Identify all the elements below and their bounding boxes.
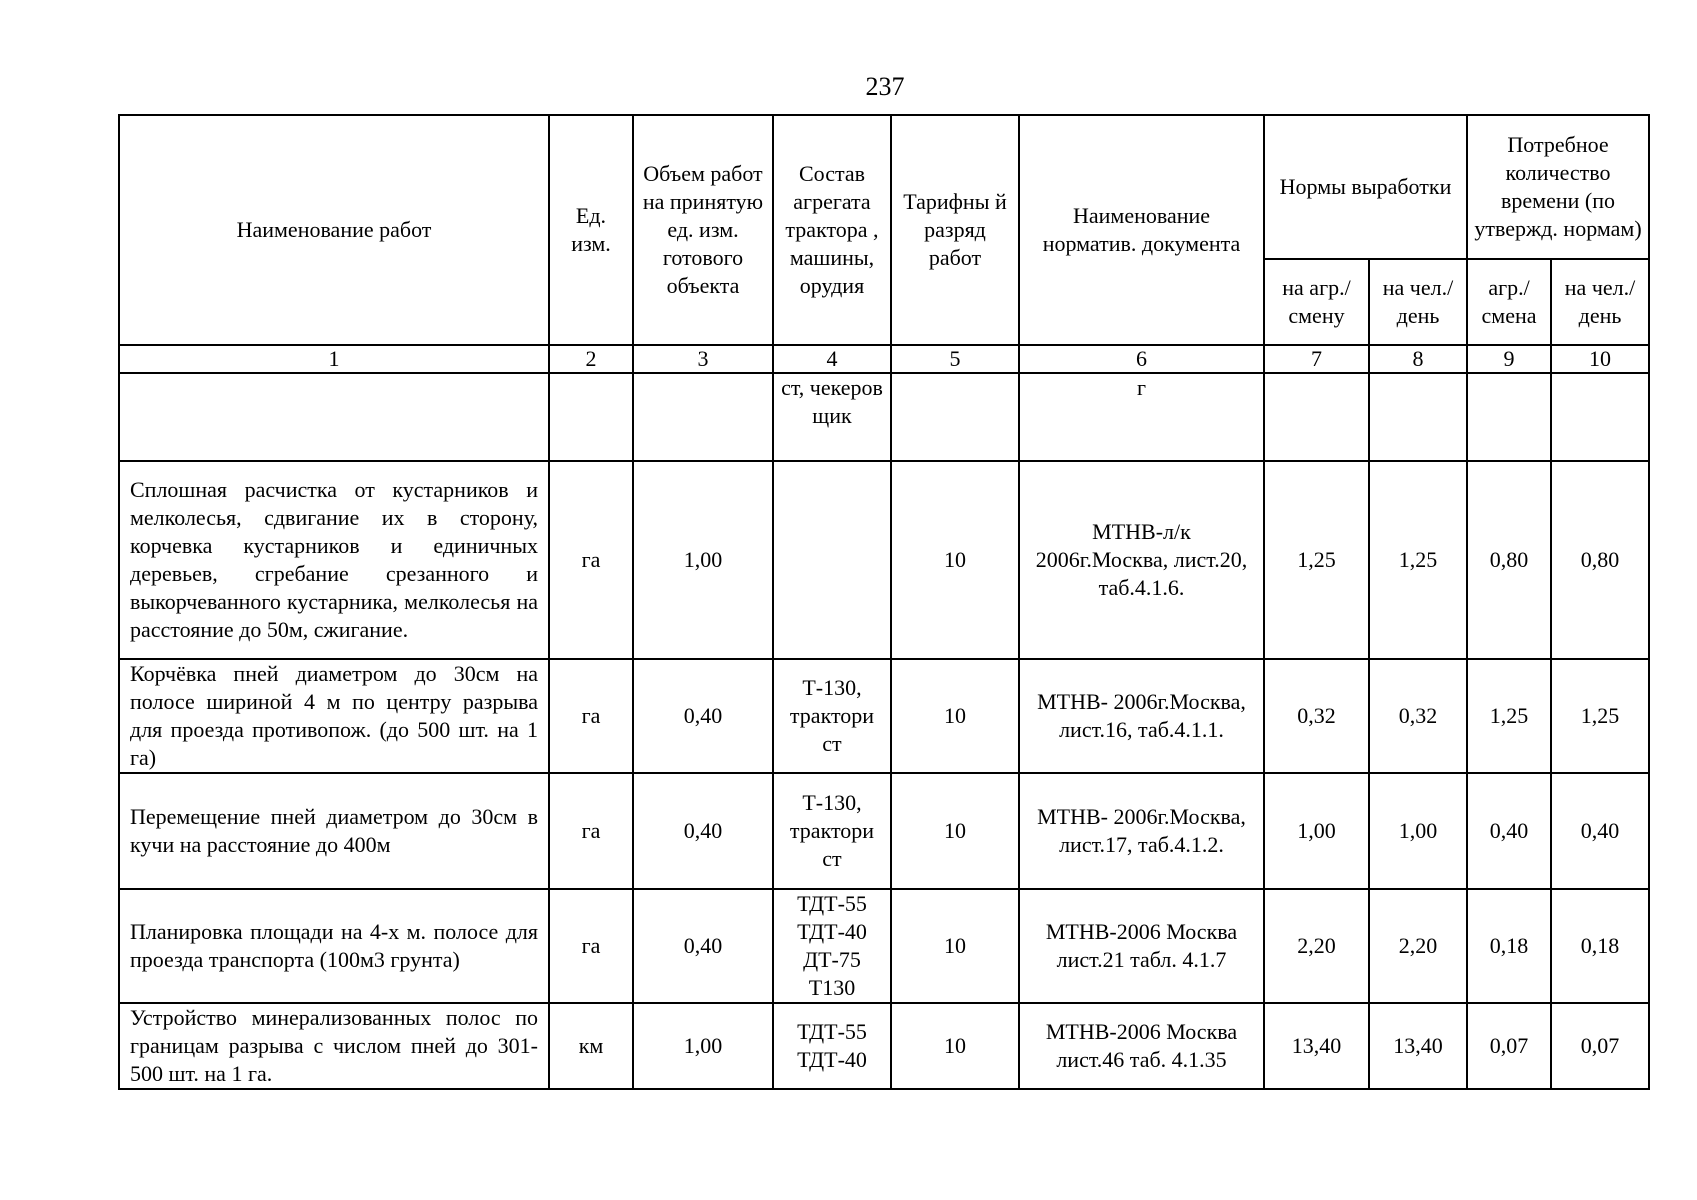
column-number: 10: [1551, 345, 1649, 373]
header-per-unit-shift: на агр./ смену: [1264, 259, 1369, 345]
table-row: [119, 773, 1649, 889]
document-cell: МТНВ- 2006г.Москва, лист.17, таб.4.1.2.: [1019, 773, 1264, 889]
header-volume: Объем работ на принятую ед. изм. готового объекта: [633, 115, 773, 345]
table-row: [119, 659, 1649, 773]
norm-per-person-cell: 13,40: [1369, 1003, 1467, 1089]
norm-per-unit-cell: 2,20: [1264, 889, 1369, 1003]
time-unit-cell: 1,25: [1467, 659, 1551, 773]
table-row: [119, 889, 1649, 1003]
grade-cell: [891, 373, 1019, 461]
table-row: [119, 373, 1649, 461]
column-number-row: [119, 345, 1649, 373]
page-number: 237: [865, 72, 905, 101]
volume-cell: 0,40: [633, 889, 773, 1003]
column-number: 7: [1264, 345, 1369, 373]
time-unit-cell: 0,18: [1467, 889, 1551, 1003]
unit-cell: га: [549, 889, 633, 1003]
time-unit-cell: 0,40: [1467, 773, 1551, 889]
time-person-cell: 0,80: [1551, 461, 1649, 659]
volume-cell: 0,40: [633, 659, 773, 773]
column-number: 3: [633, 345, 773, 373]
header-time-required: Потребное количество времени (по утвержд. нормам): [1467, 115, 1649, 259]
work-name: [119, 373, 549, 461]
unit-cell: га: [549, 773, 633, 889]
norm-per-unit-cell: 13,40: [1264, 1003, 1369, 1089]
column-number: 1: [119, 345, 549, 373]
time-unit-cell: 0,07: [1467, 1003, 1551, 1089]
header-unit-shift: агр./ смена: [1467, 259, 1551, 345]
time-person-cell: 1,25: [1551, 659, 1649, 773]
machines-cell: Т-130, трактори ст: [773, 659, 891, 773]
machines-cell: ТДТ-55 ТДТ-40: [773, 1003, 891, 1089]
norm-per-person-cell: [1369, 373, 1467, 461]
column-number: 4: [773, 345, 891, 373]
norm-per-person-cell: 1,00: [1369, 773, 1467, 889]
header-grade: Тарифны й разряд работ: [891, 115, 1019, 345]
norm-per-person-cell: 0,32: [1369, 659, 1467, 773]
header-row: [119, 115, 1649, 259]
grade-cell: 10: [891, 659, 1019, 773]
header-document: Наименование норматив. документа: [1019, 115, 1264, 345]
document-cell: МТНВ-2006 Москва лист.21 табл. 4.1.7: [1019, 889, 1264, 1003]
norm-per-unit-cell: 1,25: [1264, 461, 1369, 659]
header-machines: Состав агрегата трактора , машины, орудия: [773, 115, 891, 345]
column-number: 9: [1467, 345, 1551, 373]
machines-cell: ст, чекеров щик: [773, 373, 891, 461]
header-work-name: Наименование работ: [119, 115, 549, 345]
grade-cell: 10: [891, 773, 1019, 889]
time-unit-cell: [1467, 373, 1551, 461]
work-name: Устройство минерализованных полос по границам разрыва с числом пней до 301-500 шт. на 1 га.: [119, 1003, 549, 1089]
machines-cell: Т-130, трактори ст: [773, 773, 891, 889]
header-person-day: на чел./ день: [1551, 259, 1649, 345]
grade-cell: 10: [891, 461, 1019, 659]
table-row: [119, 1003, 1649, 1089]
work-name: Сплошная расчистка от кустарников и мелколесья, сдвигание их в сторону, корчевка кустарников и единичных деревьев, сгребание срезанного и выкорчеванного кустарника, мелколесья на расстояние до 50м, сжигание.: [119, 461, 549, 659]
column-number: 5: [891, 345, 1019, 373]
volume-cell: [633, 373, 773, 461]
volume-cell: 1,00: [633, 1003, 773, 1089]
work-name: Перемещение пней диаметром до 30см в кучи на расстояние до 400м: [119, 773, 549, 889]
norm-per-person-cell: 1,25: [1369, 461, 1467, 659]
machines-cell: [773, 461, 891, 659]
norm-per-unit-cell: 0,32: [1264, 659, 1369, 773]
unit-cell: га: [549, 659, 633, 773]
document-cell: МТНВ-2006 Москва лист.46 таб. 4.1.35: [1019, 1003, 1264, 1089]
table-row: [119, 461, 1649, 659]
column-number: 2: [549, 345, 633, 373]
column-number: 6: [1019, 345, 1264, 373]
time-person-cell: 0,18: [1551, 889, 1649, 1003]
grade-cell: 10: [891, 1003, 1019, 1089]
column-number: 8: [1369, 345, 1467, 373]
document-cell: МТНВ-л/к 2006г.Москва, лист.20, таб.4.1.6.: [1019, 461, 1264, 659]
grade-cell: 10: [891, 889, 1019, 1003]
norm-per-person-cell: 2,20: [1369, 889, 1467, 1003]
unit-cell: км: [549, 1003, 633, 1089]
volume-cell: 1,00: [633, 461, 773, 659]
volume-cell: 0,40: [633, 773, 773, 889]
header-unit: Ед. изм.: [549, 115, 633, 345]
header-per-person-day: на чел./ день: [1369, 259, 1467, 345]
machines-cell: ТДТ-55 ТДТ-40 ДТ-75 Т130: [773, 889, 891, 1003]
document-cell: г: [1019, 373, 1264, 461]
work-name: Корчёвка пней диаметром до 30см на полосе шириной 4 м по центру разрыва для проезда противопож. (до 500 шт. на 1 га): [119, 659, 549, 773]
norms-table: [118, 114, 1650, 1090]
header-norms: Нормы выработки: [1264, 115, 1467, 259]
time-person-cell: 0,40: [1551, 773, 1649, 889]
time-person-cell: [1551, 373, 1649, 461]
unit-cell: [549, 373, 633, 461]
work-name: Планировка площади на 4-х м. полосе для проезда транспорта (100м3 грунта): [119, 889, 549, 1003]
norm-per-unit-cell: [1264, 373, 1369, 461]
time-unit-cell: 0,80: [1467, 461, 1551, 659]
time-person-cell: 0,07: [1551, 1003, 1649, 1089]
norm-per-unit-cell: 1,00: [1264, 773, 1369, 889]
unit-cell: га: [549, 461, 633, 659]
document-cell: МТНВ- 2006г.Москва, лист.16, таб.4.1.1.: [1019, 659, 1264, 773]
